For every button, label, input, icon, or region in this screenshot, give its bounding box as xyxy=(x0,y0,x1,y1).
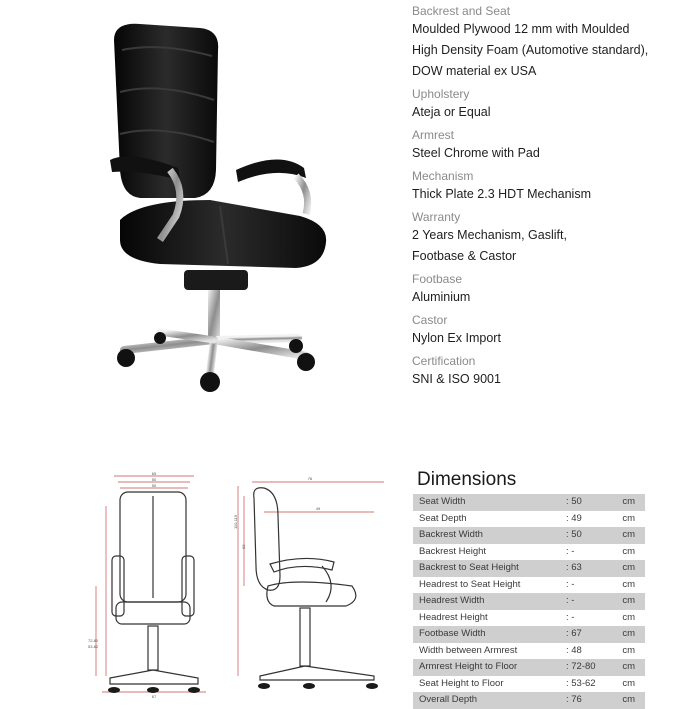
dimension-unit: cm xyxy=(615,643,645,660)
side-dim-label-depth: 76 xyxy=(307,476,313,481)
dimension-value: : - xyxy=(563,577,615,594)
spec-label: Warranty xyxy=(412,210,461,224)
spec-value: Moulded Plywood 12 mm with Moulded xyxy=(412,22,630,36)
dimension-value: : 76 xyxy=(563,692,615,709)
front-dim-label-1: 65 xyxy=(151,471,157,476)
dimension-value: : 48 xyxy=(563,643,615,660)
dimension-unit: cm xyxy=(615,676,645,693)
dimension-unit: cm xyxy=(615,494,645,511)
spec-label: Upholstery xyxy=(412,87,470,101)
spec-value: Steel Chrome with Pad xyxy=(412,146,540,160)
spec-label: Certification xyxy=(412,354,476,368)
dimension-label: Seat Height to Floor xyxy=(413,676,563,693)
dimension-label: Headrest Width xyxy=(413,593,563,610)
side-view-diagram xyxy=(234,466,409,700)
dimension-value: : 50 xyxy=(563,527,615,544)
dimension-row xyxy=(413,643,645,660)
dimension-row xyxy=(413,560,645,577)
dimension-unit: cm xyxy=(615,511,645,528)
front-dim-label-armrest: 72-80 xyxy=(88,638,99,643)
spec-label: Backrest and Seat xyxy=(412,4,511,18)
dimensions-table xyxy=(413,494,645,709)
dimension-row xyxy=(413,544,645,561)
spec-value: 2 Years Mechanism, Gaslift, xyxy=(412,228,567,242)
dimension-label: Headrest to Seat Height xyxy=(413,577,563,594)
dimension-unit: cm xyxy=(615,544,645,561)
front-dim-label-2: 50 xyxy=(151,477,157,482)
dimension-label: Footbase Width xyxy=(413,626,563,643)
spec-label: Armrest xyxy=(412,128,454,142)
specifications-list xyxy=(412,4,697,395)
dimension-unit: cm xyxy=(615,659,645,676)
spec-value: Ateja or Equal xyxy=(412,105,491,119)
dimension-value: : 72-80 xyxy=(563,659,615,676)
dimension-value: : 53-62 xyxy=(563,676,615,693)
dimension-row xyxy=(413,692,645,709)
side-dim-label-back: 63 xyxy=(241,544,246,549)
dimension-label: Seat Depth xyxy=(413,511,563,528)
dimension-unit: cm xyxy=(615,692,645,709)
spec-value: Footbase & Castor xyxy=(412,249,517,263)
spec-item xyxy=(412,128,697,164)
spec-item xyxy=(412,210,697,267)
dimension-value: : 49 xyxy=(563,511,615,528)
spec-value: SNI & ISO 9001 xyxy=(412,372,501,386)
dimension-unit: cm xyxy=(615,593,645,610)
spec-label: Footbase xyxy=(412,272,463,286)
side-dim-label-height: 110-119 xyxy=(233,514,238,529)
dimension-label: Seat Width xyxy=(413,494,563,511)
spec-item xyxy=(412,272,697,308)
spec-label: Castor xyxy=(412,313,448,327)
dimension-row xyxy=(413,511,645,528)
spec-value: Aluminium xyxy=(412,290,471,304)
dimension-unit: cm xyxy=(615,610,645,627)
front-dim-label-bottom: 67 xyxy=(151,694,157,699)
dimension-value: : - xyxy=(563,593,615,610)
dimension-label: Backrest to Seat Height xyxy=(413,560,563,577)
dimension-unit: cm xyxy=(615,527,645,544)
dimension-label: Overall Depth xyxy=(413,692,563,709)
dimension-row xyxy=(413,676,645,693)
front-view-diagram xyxy=(82,466,227,700)
dimension-value: : 63 xyxy=(563,560,615,577)
dimensions-title: Dimensions xyxy=(417,469,517,490)
dimension-label: Headrest Height xyxy=(413,610,563,627)
dimension-value: : - xyxy=(563,610,615,627)
dimension-unit: cm xyxy=(615,626,645,643)
spec-value: High Density Foam (Automotive standard), xyxy=(412,43,649,57)
side-dim-label-seat: 49 xyxy=(315,506,321,511)
dimension-value: : 67 xyxy=(563,626,615,643)
dimension-label: Backrest Height xyxy=(413,544,563,561)
dimension-row xyxy=(413,577,645,594)
dimension-row xyxy=(413,659,645,676)
dimension-value: : 50 xyxy=(563,494,615,511)
dimension-row xyxy=(413,494,645,511)
spec-item xyxy=(412,169,697,205)
dimension-label: Backrest Width xyxy=(413,527,563,544)
spec-item xyxy=(412,313,697,349)
spec-item xyxy=(412,4,697,82)
dimensions-section xyxy=(413,466,645,709)
dimension-value: : - xyxy=(563,544,615,561)
dimension-label: Armrest Height to Floor xyxy=(413,659,563,676)
dimension-row xyxy=(413,626,645,643)
chair-photo xyxy=(100,20,340,400)
dimension-row xyxy=(413,593,645,610)
spec-value: Nylon Ex Import xyxy=(412,331,501,345)
spec-label: Mechanism xyxy=(412,169,474,183)
spec-value: DOW material ex USA xyxy=(412,64,537,78)
front-dim-label-seat: 53-62 xyxy=(88,644,99,649)
spec-item xyxy=(412,87,697,123)
dimension-row xyxy=(413,610,645,627)
dimension-unit: cm xyxy=(615,560,645,577)
dimension-row xyxy=(413,527,645,544)
dimension-unit: cm xyxy=(615,577,645,594)
spec-value: Thick Plate 2.3 HDT Mechanism xyxy=(412,187,591,201)
spec-item xyxy=(412,354,697,390)
dimension-label: Width between Armrest xyxy=(413,643,563,660)
front-dim-label-3: 50 xyxy=(151,483,157,488)
